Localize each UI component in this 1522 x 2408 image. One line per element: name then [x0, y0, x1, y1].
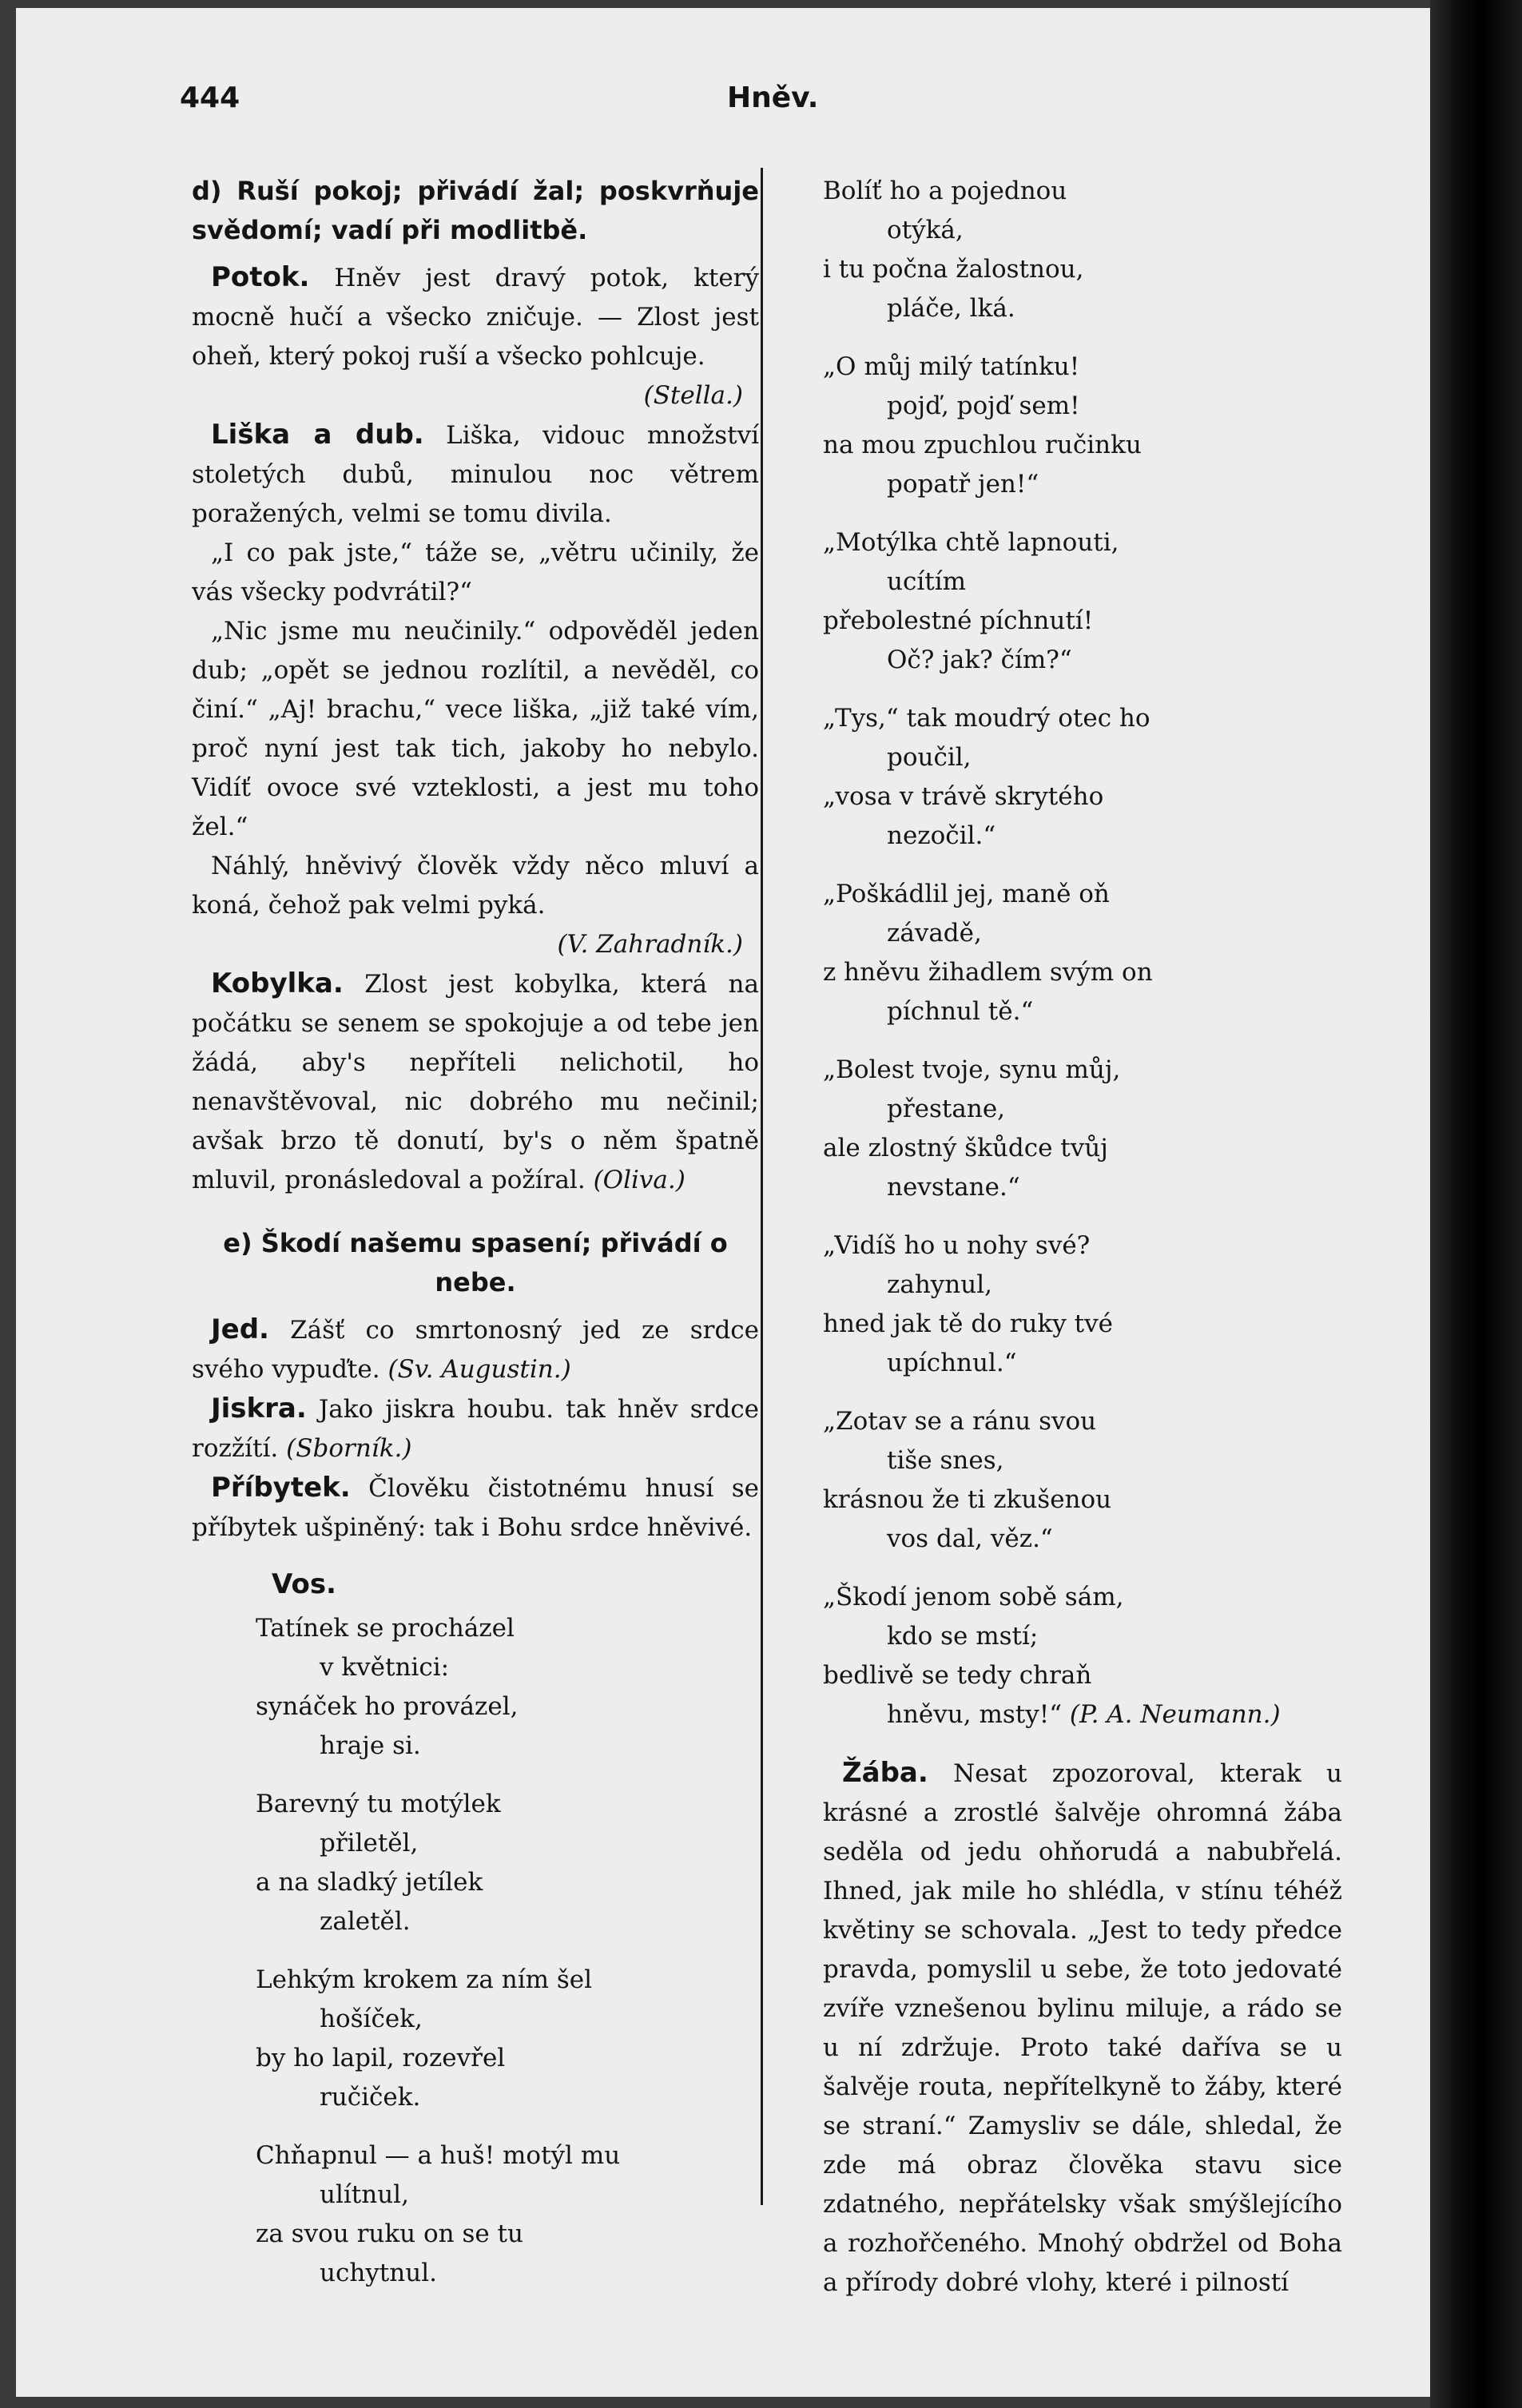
verse-line: přebolestné píchnutí!: [823, 606, 1094, 635]
verse-line: „vosa v trávě skrytého: [823, 782, 1104, 811]
verse-line: uchytnul.: [320, 2259, 437, 2287]
verse-line: poučil,: [887, 743, 972, 772]
entry-kobylka: [192, 964, 759, 1200]
verse-line: tiše snes,: [887, 1446, 1004, 1475]
entry-keyword: Jiskra.: [211, 1393, 307, 1425]
entry-source: (V. Zahradník.): [557, 930, 743, 959]
verse-line: hraje si.: [320, 1731, 421, 1760]
verse-line: přestane,: [887, 1095, 1006, 1123]
verse-line: popatř jen!“: [887, 470, 1039, 499]
entry-jiskra: [192, 1389, 759, 1468]
entry-source: (Oliva.): [593, 1166, 685, 1194]
verse-line: hned jak tě do ruky tvé: [823, 1309, 1113, 1338]
paragraph: Náhlý, hněvivý člověk vždy něco mluví a koná, čehož pak velmi pyká.: [192, 852, 759, 920]
entry-text: Nesat zpozoroval, kterak u krásné a zrostlé šalvěje ohromná žába seděla od jedu ohňorudá a nabubřelá. Ihned, jak mile ho shlédla, v stínu téhéž květiny se schovala. „Jest to tedy předce pravda, pomyslil u sebe, že toto jedovaté zvíře vznešenou bylinu miluje, a rádo se u ní zdržuje. Proto také daříva se u šalvěje routa, nepřítelkyně to žáby, které se straní.“ Zamysliv se dále, shledal, že zde má obraz člověka stavu sice zdatného, nepřátelsky však smýšlejícího a rozhořčeného. Mnohý obdržel od Boha a přírody dobré vlohy, které i pilností: [823, 1759, 1342, 2297]
verse-line: „Bolest tvoje, synu můj,: [823, 1055, 1121, 1084]
verse-line: ulítnul,: [320, 2180, 409, 2209]
entry-text: Liška, vidouc množství stoletých dubů, minulou noc větrem poražených, velmi se tomu divila.: [192, 421, 759, 528]
verse-line: ale zlostný škůdce tvůj: [823, 1134, 1108, 1162]
verse-line: nevstane.“: [887, 1173, 1020, 1202]
poem-stanza: [823, 875, 1342, 1031]
verse-line: Bolíť ho a pojednou: [823, 177, 1067, 205]
paragraph: „Nic jsme mu neučinily.“ odpověděl jeden dub; „opět se jednou rozlítil, a nevěděl, co činí.“ „Aj! brachu,“ vece liška, „již také vím, proč nyní jest tak tich, jakoby ho nebylo. Vidíť ovoce své vzteklosti, a jest mu toho žel.“: [192, 617, 759, 841]
entry-text: Zlost jest kobylka, která na počátku se senem se spokojuje a od tebe jen žádá, aby's nepříteli nelichotil, ho nenavštěvoval, nic dobrého mu nečinil; avšak brzo tě donutí, by's o něm špatně mluvil, pronásledoval a požíral.: [192, 970, 759, 1194]
verse-line: Lehkým krokem za ním šel: [256, 1965, 593, 1994]
verse-line: „Vidíš ho u nohy své?: [823, 1231, 1091, 1260]
entry-text: Člověku čistotnému hnusí se příbytek ušpiněný: tak i Bohu srdce hněvivé.: [192, 1474, 759, 1542]
entry-keyword: Příbytek.: [211, 1472, 351, 1504]
book-page: [16, 8, 1446, 2397]
verse-line: píchnul tě.“: [887, 997, 1034, 1026]
poem-title: Vos.: [272, 1568, 336, 1600]
entry-text: Jako jiskra houbu. tak hněv srdce rozžítí.: [192, 1395, 759, 1463]
verse-line: přiletěl,: [320, 1829, 419, 1858]
entry-text: Zášť co smrtonosný jed ze srdce svého vypuďte.: [192, 1316, 759, 1384]
verse-line: ručiček.: [320, 2083, 421, 2112]
page-number: 444: [180, 81, 240, 114]
entry-zaba: [823, 1754, 1342, 2303]
verse-line: kdo se mstí;: [887, 1622, 1039, 1651]
poem-stanza: [823, 348, 1342, 504]
verse-line: synáček ho provázel,: [256, 1692, 519, 1721]
section-heading-e: e) Škodí našemu spasení; přivádí o nebe.: [223, 1228, 728, 1297]
verse-line: vos dal, věz.“: [887, 1524, 1053, 1553]
verse-line: bedlivě se tedy chraň: [823, 1661, 1092, 1690]
verse-line: Tatínek se procházel: [256, 1614, 515, 1643]
verse-line: [823, 1695, 1342, 1734]
poem-stanza: [823, 523, 1342, 680]
poem-source: (P. A. Neumann.): [1069, 1700, 1281, 1729]
verse-line: krásnou že ti zkušenou: [823, 1485, 1112, 1514]
section-heading-d: d) Ruší pokoj; přivádí žal; poskvrňuje svědomí; vadí při modlitbě.: [192, 176, 759, 245]
book-gutter-shadow: [1430, 0, 1522, 2408]
column-divider: [761, 168, 763, 2205]
verse-line: „Tys,“ tak moudrý otec ho: [823, 704, 1150, 733]
verse-line: pláče, lká.: [887, 294, 1015, 323]
verse-line: pojď, pojď sem!: [887, 391, 1080, 420]
page-header: [16, 81, 1446, 121]
verse-line: hošíček,: [320, 2005, 423, 2033]
verse-line: Barevný tu motýlek: [256, 1790, 501, 1818]
entry-text: Hněv jest dravý potok, který mocně hučí a všecko zničuje. — Zlost jest oheň, který pokoj ruší a všecko pohlcuje.: [192, 264, 759, 371]
verse-line: závadě,: [887, 919, 982, 948]
entry-keyword: Jed.: [211, 1313, 269, 1345]
running-head: Hněv.: [727, 81, 819, 114]
entry-liska: [192, 415, 759, 534]
verse-line: nezočil.“: [887, 821, 996, 850]
poem-stanza: [823, 1578, 1342, 1734]
verse-line: by ho lapil, rozevřel: [256, 2044, 506, 2072]
poem-stanza: [256, 1961, 759, 2117]
verse-line: za svou ruku on se tu: [256, 2219, 523, 2248]
verse-line: a na sladký jetílek: [256, 1868, 483, 1897]
verse-line: Chňapnul — a huš! motýl mu: [256, 2141, 621, 2170]
poem-stanza: [256, 1609, 759, 1766]
verse-line: ucítím: [887, 567, 967, 596]
poem-stanza: [823, 172, 1342, 328]
verse-line: Oč? jak? čím?“: [887, 646, 1072, 674]
verse-line: v květnici:: [320, 1653, 450, 1682]
verse-line: „O můj milý tatínku!: [823, 352, 1080, 381]
verse-line-text: hněvu, msty!“: [887, 1700, 1063, 1729]
entry-source: (Sv. Augustin.): [387, 1355, 571, 1384]
poem-stanza: [823, 699, 1342, 856]
verse-line: upíchnul.“: [887, 1349, 1017, 1377]
entry-keyword: Žába.: [842, 1757, 928, 1789]
entry-keyword: Potok.: [211, 261, 310, 293]
entry-pribytek: [192, 1468, 759, 1548]
entry-potok: [192, 258, 759, 376]
entry-keyword: Liška a dub.: [211, 419, 424, 451]
verse-line: zahynul,: [887, 1270, 992, 1299]
entry-jed: [192, 1310, 759, 1389]
verse-line: zaletěl.: [320, 1907, 411, 1936]
verse-line: „Poškádlil jej, maně oň: [823, 880, 1110, 908]
left-column: [192, 172, 759, 2312]
poem-stanza: [823, 1051, 1342, 1207]
verse-line: z hněvu žihadlem svým on: [823, 958, 1153, 987]
right-column: [823, 172, 1342, 2303]
entry-source: (Sborník.): [286, 1434, 412, 1463]
entry-source: (Stella.): [643, 381, 743, 410]
verse-line: „Škodí jenom sobě sám,: [823, 1583, 1124, 1611]
entry-keyword: Kobylka.: [211, 968, 344, 999]
verse-line: na mou zpuchlou ručinku: [823, 431, 1142, 459]
paragraph: „I co pak jste,“ táže se, „větru učinily, že vás všecky podvrátil?“: [192, 538, 759, 606]
verse-line: i tu počna žalostnou,: [823, 255, 1084, 284]
poem-stanza: [823, 1402, 1342, 1559]
verse-line: otýká,: [887, 216, 964, 244]
verse-line: „Zotav se a ránu svou: [823, 1407, 1097, 1436]
poem-stanza: [256, 1785, 759, 1941]
verse-line: „Motýlka chtě lapnouti,: [823, 528, 1119, 557]
poem-stanza: [823, 1226, 1342, 1383]
poem-stanza: [256, 2136, 759, 2293]
